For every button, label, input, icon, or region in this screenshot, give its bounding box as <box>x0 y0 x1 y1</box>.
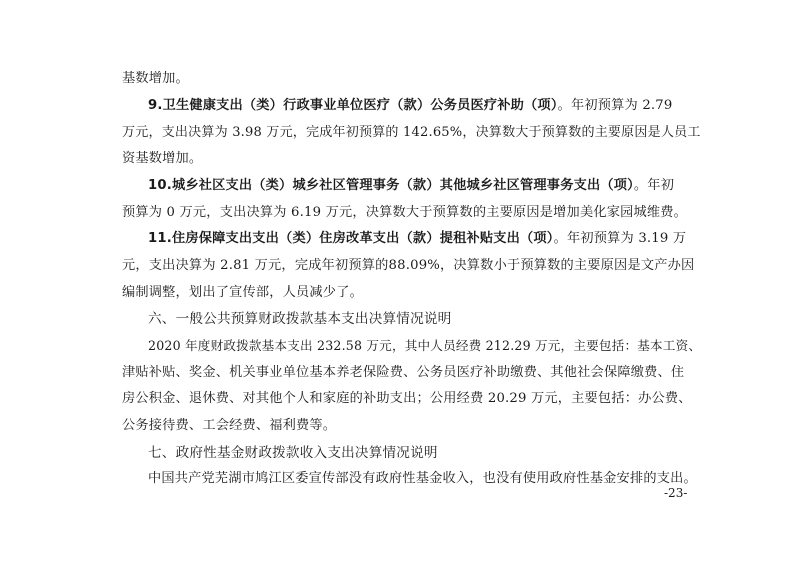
section-title: 六、一般公共预算财政拨款基本支出决算情况说明 <box>148 311 452 327</box>
line-text: 元，支出决算为 2.81 万元，完成年初预算的88.09%，决算数小于预算数的主要原因是文产办因 <box>122 258 695 273</box>
line-text: 公务接待费、工会经费、福利费等。 <box>122 418 337 433</box>
paragraph-line <box>122 284 363 302</box>
line-text: 基数增加。 <box>122 71 189 86</box>
line-text: 万元，支出决算为 3.98 万元，完成年初预算的 142.65%，决算数大于预算数的主要原因是人员工 <box>122 125 701 140</box>
item-10-heading-line <box>148 177 674 195</box>
paragraph-line <box>122 364 684 382</box>
paragraph-line <box>122 70 189 88</box>
line-text: 预算为 0 万元，支出决算为 6.19 万元，决算数大于预算数的主要原因是增加美化家园城维费。 <box>122 205 688 220</box>
line-text: 编制调整，划出了宣传部，人员减少了。 <box>122 285 363 300</box>
paragraph-line <box>122 390 692 408</box>
paragraph-line <box>122 417 336 435</box>
line-text: 。年初预算为 3.19 万 <box>553 231 687 246</box>
item-11-title: 11.住房保障支出支出（类）住房改革支出（款）提租补贴支出（项） <box>148 231 554 246</box>
item-11-heading-line <box>148 230 686 248</box>
paragraph-line <box>122 257 694 275</box>
item-9-title: 9.卫生健康支出（类）行政事业单位医疗（款）公务员医疗补助（项） <box>148 98 558 113</box>
line-text: 资基数增加。 <box>122 151 203 166</box>
line-text: 房公积金、退休费、对其他个人和家庭的补助支出；公用经费 20.29 万元，主要包括：办公费、 <box>122 391 692 406</box>
line-text: 津贴补贴、奖金、机关事业单位基本养老保险费、公务员医疗补助缴费、其他社会保障缴费、住 <box>122 365 685 380</box>
line-text: 。年初预算为 2.79 <box>557 98 673 113</box>
paragraph-line <box>122 124 701 142</box>
paragraph-line <box>148 337 701 355</box>
section-7-heading <box>148 444 438 462</box>
section-title: 七、政府性基金财政拨款收入支出决算情况说明 <box>148 445 438 461</box>
paragraph-line <box>148 470 697 488</box>
line-text: 。年初 <box>633 178 675 193</box>
section-6-heading <box>148 310 451 328</box>
paragraph-line <box>122 150 202 168</box>
page-number: -23- <box>664 486 688 500</box>
paragraph-line <box>122 204 687 222</box>
item-10-title: 10.城乡社区支出（类）城乡社区管理事务（款）其他城乡社区管理事务支出（项） <box>148 178 634 193</box>
line-text: 2020 年度财政拨款基本支出 232.58 万元，其中人员经费 212.29 万元，主要包括：基本工资、 <box>148 338 702 353</box>
line-text: 中国共产党芜湖市鸠江区委宣传部没有政府性基金收入，也没有使用政府性基金安排的支出。 <box>148 471 697 486</box>
item-9-heading-line <box>148 97 673 115</box>
